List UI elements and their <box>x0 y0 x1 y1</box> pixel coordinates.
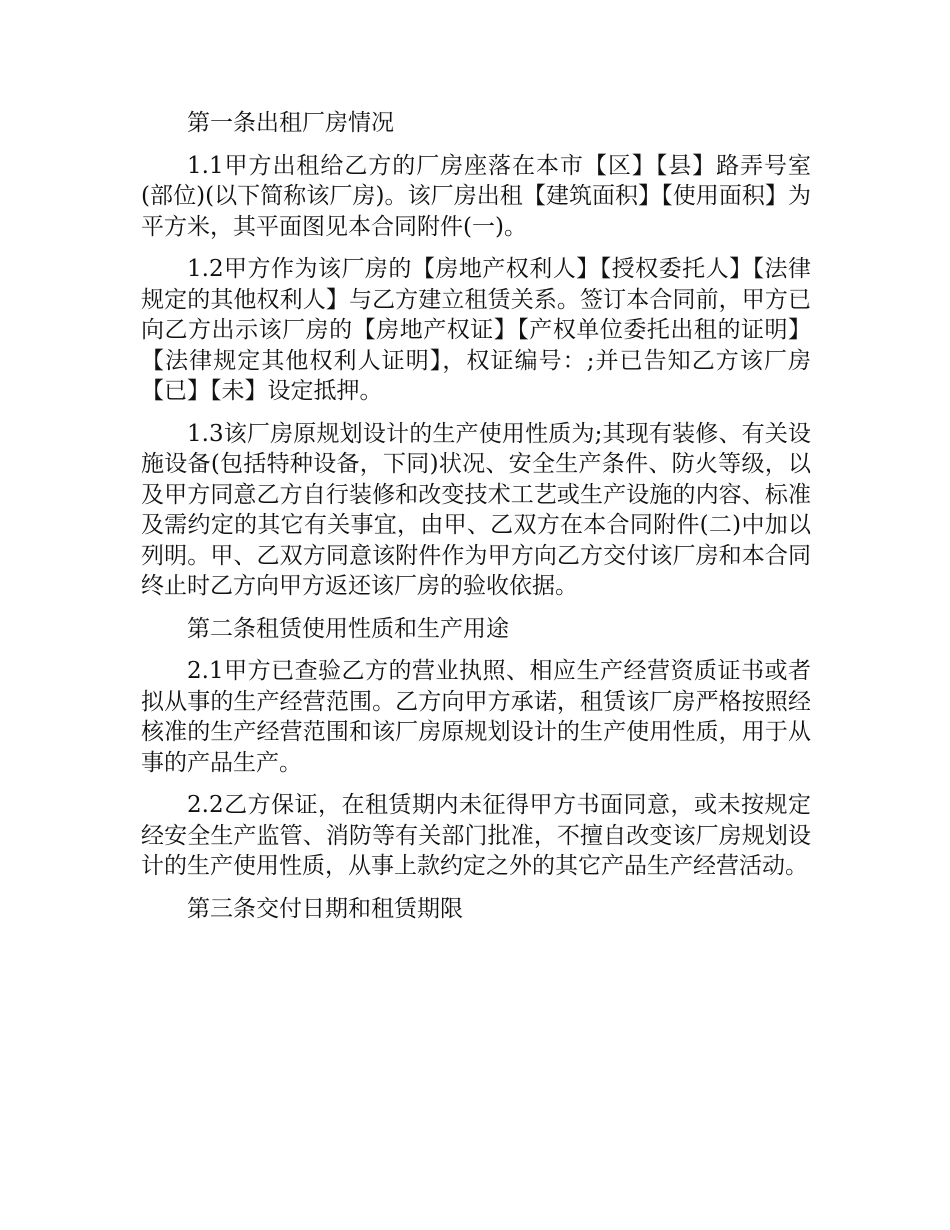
clause-2-2: 2.2乙方保证，在租赁期内未征得甲方书面同意，或未按规定经安全生产监管、消防等有关部门批准，不擅自改变该厂房规划设计的生产使用性质，从事上款约定之外的其它产品生产经营活动。 <box>141 792 811 879</box>
document-page <box>141 108 811 936</box>
clause-2-1: 2.1甲方已查验乙方的营业执照、相应生产经营资质证书或者拟从事的生产经营范围。乙方向甲方承诺，租赁该厂房严格按照经核准的生产经营范围和该厂房原规划设计的生产使用性质，用于从事的产品生产。 <box>141 658 811 776</box>
section-heading-1: 第一条出租厂房情况 <box>187 110 394 136</box>
clause-1-3: 1.3该厂房原规划设计的生产使用性质为;其现有装修、有关设施设备(包括特种设备，下同)状况、安全生产条件、防火等级，以及甲方同意乙方自行装修和改变技术工艺或生产设施的内容、标准及需约定的其它有关事宜，由甲、乙双方在本合同附件(二)中加以列明。甲、乙双方同意该附件作为甲方向乙方交付该厂房和本合同终止时乙方向甲方返还该厂房的验收依据。 <box>141 420 811 599</box>
section-heading-2: 第二条租赁使用性质和生产用途 <box>187 615 509 642</box>
clause-1-2: 1.2甲方作为该厂房的【房地产权利人】【授权委托人】【法律规定的其他权利人】与乙方建立租赁关系。签订本合同前，甲方已向乙方出示该厂房的【房地产权证】【产权单位委托出租的证明】【法律规定其他权利人证明】，权证编号：;并已告知乙方该厂房【已】【未】设定抵押。 <box>141 256 811 404</box>
section-heading-3: 第三条交付日期和租赁期限 <box>187 895 463 922</box>
clause-1-1: 1.1甲方出租给乙方的厂房座落在本市【区】【县】路弄号室(部位)(以下简称该厂房)。该厂房出租【建筑面积】【使用面积】为平方米，其平面图见本合同附件(一)。 <box>141 152 811 240</box>
